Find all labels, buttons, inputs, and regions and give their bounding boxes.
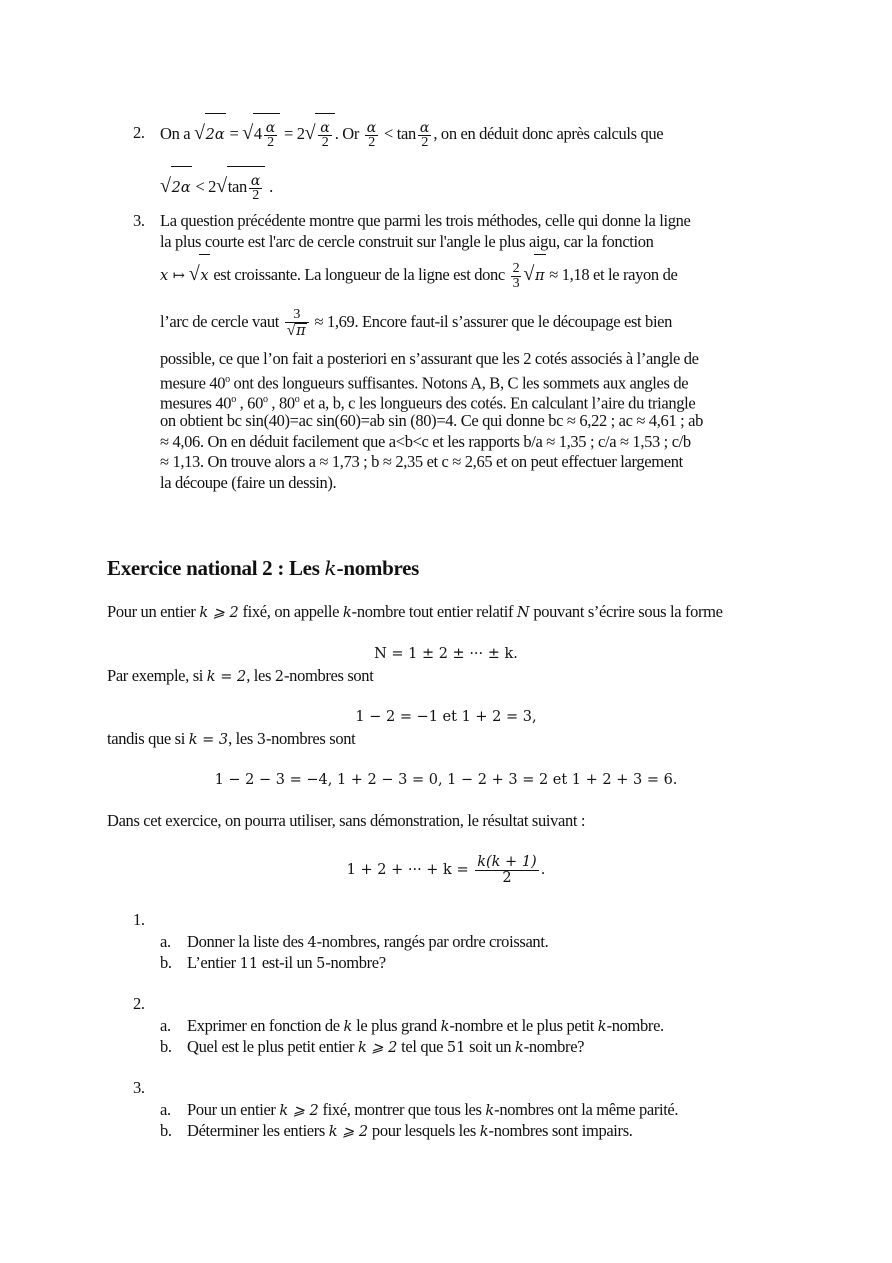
item2-line2: √2α < 2√tan $\frac{\alpha}{2}$ .: [160, 166, 273, 208]
intro-paragraph-4: Dans cet exercice, on pourra utiliser, sans démonstration, le résultat suivant :: [107, 811, 586, 830]
item-number-3: 3.: [133, 211, 145, 230]
question-3a-text: Pour un entier k ⩾ 2 fixé, montrer que tous les k-nombres ont la même parité.: [187, 1100, 679, 1119]
intro-paragraph-1: Pour un entier k ⩾ 2 fixé, on appelle k-nombre tout entier relatif N pouvant s’écrire sous la forme: [107, 602, 723, 621]
item3-line1: La question précédente montre que parmi les trois méthodes, celle qui donne la ligne: [160, 211, 691, 230]
equation-example-k3: 1 − 2 − 3 = −4, 1 + 2 − 3 = 0, 1 − 2 + 3 = 2 et 1 + 2 + 3 = 6.: [214, 772, 678, 788]
question-3a-label: a.: [160, 1100, 171, 1119]
equation-definition: N = 1 ± 2 ± ··· ± k.: [374, 646, 518, 662]
item3-line11: la découpe (faire un dessin).: [160, 473, 337, 492]
question-1b-text: L’entier 11 est-il un 5-nombre?: [187, 953, 386, 972]
item3-line8: on obtient bc sin(40)=ac sin(60)=ab sin (80)=4. Ce qui donne bc ≈ 6,22 ; ac ≈ 4,61 ; ab: [160, 411, 704, 430]
item3-line5: possible, ce que l’on fait a posteriori en s’assurant que les 2 cotés associés à l’angle de: [160, 349, 699, 368]
question-2-number: 2.: [133, 994, 145, 1013]
question-1-number: 1.: [133, 910, 145, 929]
item3-line9: ≈ 4,06. On en déduit facilement que a<b<c et les rapports b/a ≈ 1,35 ; c/a ≈ 1,53 ; c/b: [160, 432, 691, 451]
item2-line1: On a √2α = √4 $\frac{\alpha}{2}$ = 2√ $\frac{\alpha}{2}$ . Or $\frac{\alpha}{2}$ < tan $\frac{\alpha}{2}$ , on en déduit donc après calculs que: [160, 113, 663, 155]
item3-line2: la plus courte est l'arc de cercle construit sur l'angle le plus aigu, car la fonction: [160, 232, 654, 251]
question-2a-text: Exprimer en fonction de k le plus grand k-nombre et le plus petit k-nombre.: [187, 1016, 664, 1035]
question-2b-text: Quel est le plus petit entier k ⩾ 2 tel que 51 soit un k-nombre?: [187, 1037, 585, 1056]
item3-line3: x ↦ √x est croissante. La longueur de la ligne est donc $\frac{2}{3}$ √π ≈ 1,18 et le rayon de: [160, 254, 677, 296]
item3-line7: mesures 40$^o$ , 60$^o$ , 80$^o$ et a, b, c les longueurs des cotés. En calculant l’aire du triangle: [160, 393, 696, 413]
question-1b-label: b.: [160, 953, 172, 972]
item3-line6: mesure 40$^o$ ont des longueurs suffisantes. Notons A, B, C les sommets aux angles de: [160, 373, 689, 393]
intro-paragraph-2: Par exemple, si k = 2, les 2-nombres sont: [107, 666, 374, 685]
question-2a-label: a.: [160, 1016, 171, 1035]
intro-paragraph-3: tandis que si k = 3, les 3-nombres sont: [107, 729, 356, 748]
item3-line10: ≈ 1,13. On trouve alors a ≈ 1,73 ; b ≈ 2,35 et c ≈ 2,65 et on peut effectuer largement: [160, 452, 683, 471]
equation-example-k2: 1 − 2 = −1 et 1 + 2 = 3,: [355, 709, 537, 725]
question-3b-label: b.: [160, 1121, 172, 1140]
question-2b-label: b.: [160, 1037, 172, 1056]
question-1a-label: a.: [160, 932, 171, 951]
item-number-2: 2.: [133, 123, 145, 142]
equation-sum-formula: 1 + 2 + ··· + k = $\frac{k(k + 1)}{2}$ .: [346, 854, 546, 886]
item3-line4: l’arc de cercle vaut $\frac{3}{√\pi}$ ≈ 1,69. Encore faut-il s’assurer que le découpage est bien: [160, 306, 673, 339]
question-3-number: 3.: [133, 1078, 145, 1097]
section-heading: Exercice national 2 : Les k-nombres: [107, 556, 420, 580]
question-1a-text: Donner la liste des 4-nombres, rangés par ordre croissant.: [187, 932, 549, 951]
question-3b-text: Déterminer les entiers k ⩾ 2 pour lesquels les k-nombres sont impairs.: [187, 1121, 633, 1140]
